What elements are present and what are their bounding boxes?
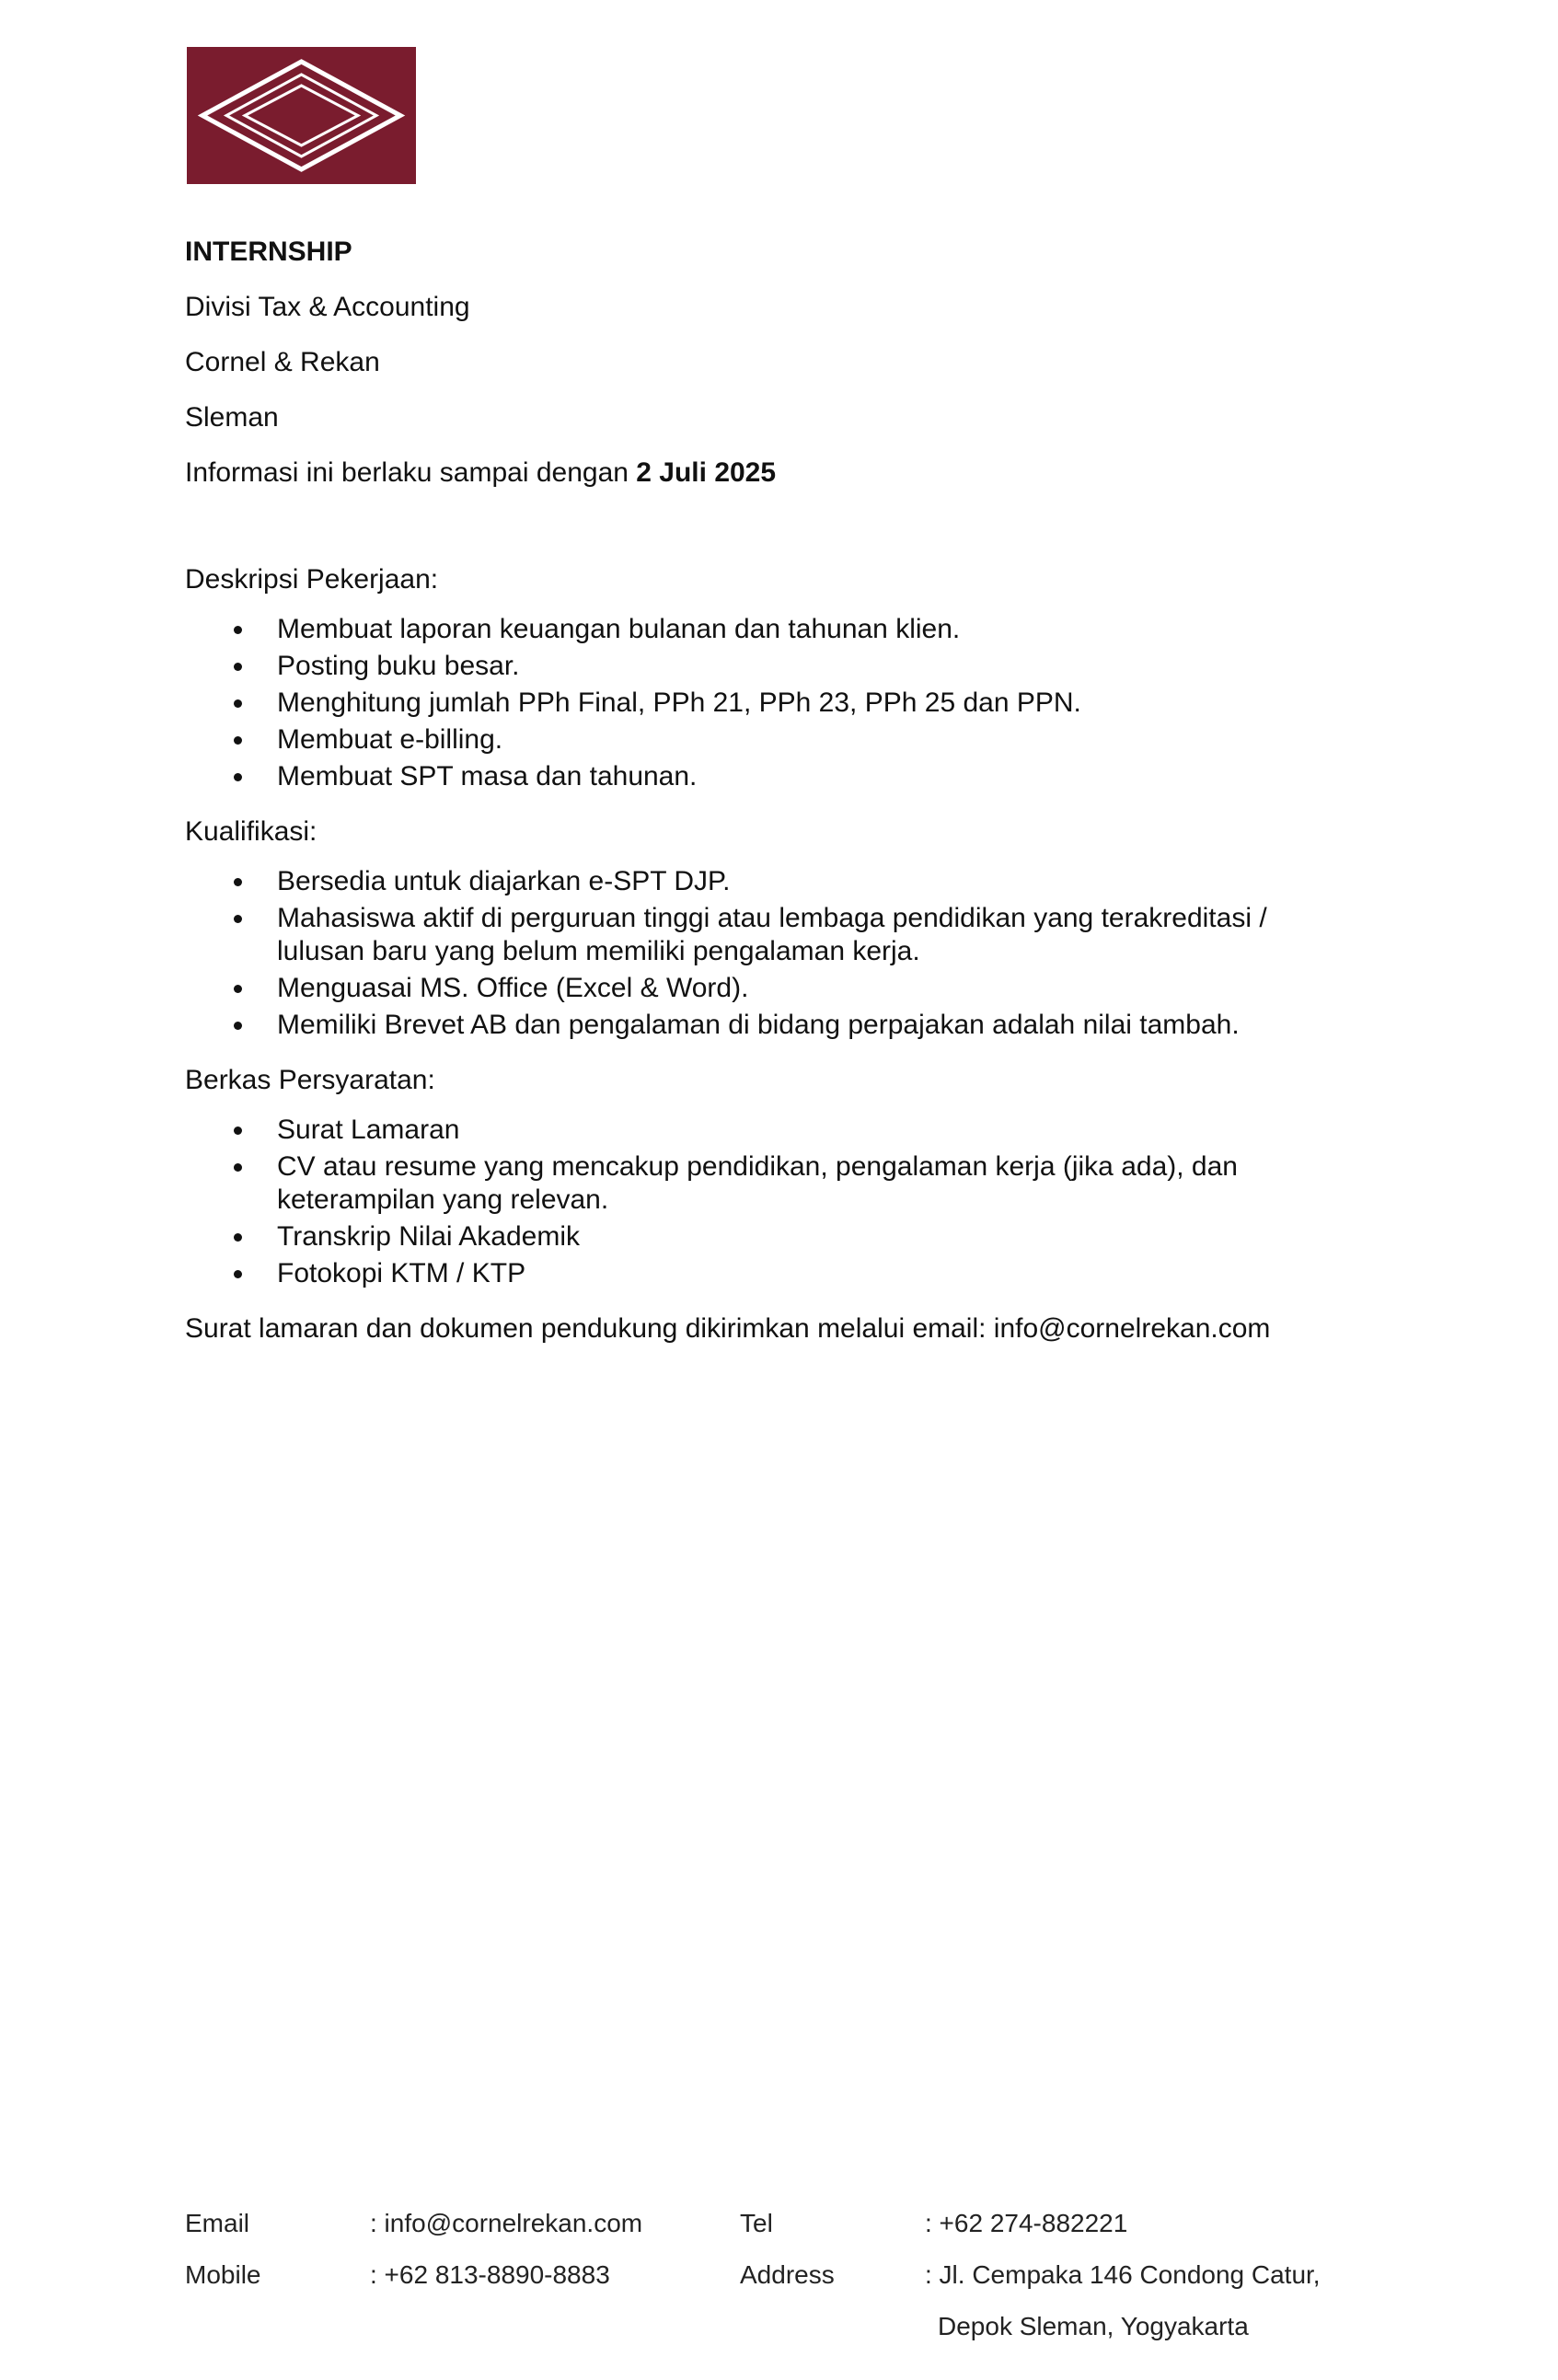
list-item: Memiliki Brevet AB dan pengalaman di bidang perpajakan adalah nilai tambah. — [185, 1009, 1344, 1042]
list-item: Fotokopi KTM / KTP — [185, 1257, 1344, 1290]
validity-date: 2 Juli 2025 — [636, 457, 777, 488]
list-item: Menghitung jumlah PPh Final, PPh 21, PPh 23, PPh 25 dan PPN. — [185, 687, 1344, 720]
list-item: Transkrip Nilai Akademik — [185, 1220, 1344, 1254]
company-name: Cornel & Rekan — [185, 347, 380, 377]
company-logo — [187, 47, 416, 184]
contact-footer — [185, 2209, 1381, 2363]
location: Sleman — [185, 402, 279, 433]
mobile-value: : +62 813-8890-8883 — [370, 2260, 610, 2289]
footer-row — [185, 2209, 1381, 2260]
tel-value: : +62 274-882221 — [925, 2209, 1128, 2237]
list-item: Mahasiswa aktif di perguruan tinggi atau lembaga pendidikan yang terakreditasi / lulusan baru yang belum memiliki pengalaman kerja. — [185, 902, 1344, 968]
email-value: : info@cornelrekan.com — [370, 2209, 643, 2237]
bullet-icon — [234, 1233, 242, 1242]
list-item: Membuat laporan keuangan bulanan dan tahunan klien. — [185, 613, 1344, 646]
list-item: CV atau resume yang mencakup pendidikan, pengalaman kerja (jika ada), dan keterampilan yang relevan. — [185, 1150, 1344, 1217]
bullet-icon — [234, 985, 242, 993]
validity-prefix: Informasi ini berlaku sampai dengan — [185, 457, 637, 488]
address-label: Address — [740, 2260, 835, 2289]
list-item: Menguasai MS. Office (Excel & Word). — [185, 972, 1344, 1005]
requirements-heading: Berkas Persyaratan: — [185, 1065, 435, 1095]
page-title: INTERNSHIP — [185, 237, 352, 267]
address-line-1: : Jl. Cempaka 146 Condong Catur, — [925, 2260, 1321, 2289]
requirements-list — [185, 1114, 1344, 1290]
tel-label: Tel — [740, 2209, 773, 2237]
list-item: Membuat SPT masa dan tahunan. — [185, 760, 1344, 793]
job-description-heading: Deskripsi Pekerjaan: — [185, 564, 439, 595]
email-label: Email — [185, 2209, 250, 2237]
closing-note: Surat lamaran dan dokumen pendukung dikirimkan melalui email: info@cornelrekan.com — [185, 1313, 1271, 1344]
qualifications-heading: Kualifikasi: — [185, 816, 317, 847]
footer-row — [185, 2312, 1381, 2363]
division: Divisi Tax & Accounting — [185, 292, 470, 322]
list-item: Membuat e-billing. — [185, 723, 1344, 757]
qualifications-list — [185, 865, 1344, 1042]
list-item: Surat Lamaran — [185, 1114, 1344, 1147]
bullet-icon — [234, 1022, 242, 1030]
document-body — [185, 236, 1344, 1368]
bullet-icon — [234, 773, 242, 781]
address-line-2: Depok Sleman, Yogyakarta — [938, 2312, 1249, 2340]
list-item: Posting buku besar. — [185, 650, 1344, 683]
mobile-label: Mobile — [185, 2260, 261, 2289]
footer-row — [185, 2260, 1381, 2312]
validity-notice — [185, 456, 1344, 490]
bullet-icon — [234, 626, 242, 634]
bullet-icon — [234, 1270, 242, 1278]
diamond-logo-icon — [187, 47, 416, 184]
bullet-icon — [234, 878, 242, 886]
bullet-icon — [234, 663, 242, 671]
bullet-icon — [234, 1163, 242, 1172]
list-item: Bersedia untuk diajarkan e-SPT DJP. — [185, 865, 1344, 898]
bullet-icon — [234, 915, 242, 923]
bullet-icon — [234, 736, 242, 745]
job-description-list — [185, 613, 1344, 793]
bullet-icon — [234, 699, 242, 708]
bullet-icon — [234, 1126, 242, 1135]
